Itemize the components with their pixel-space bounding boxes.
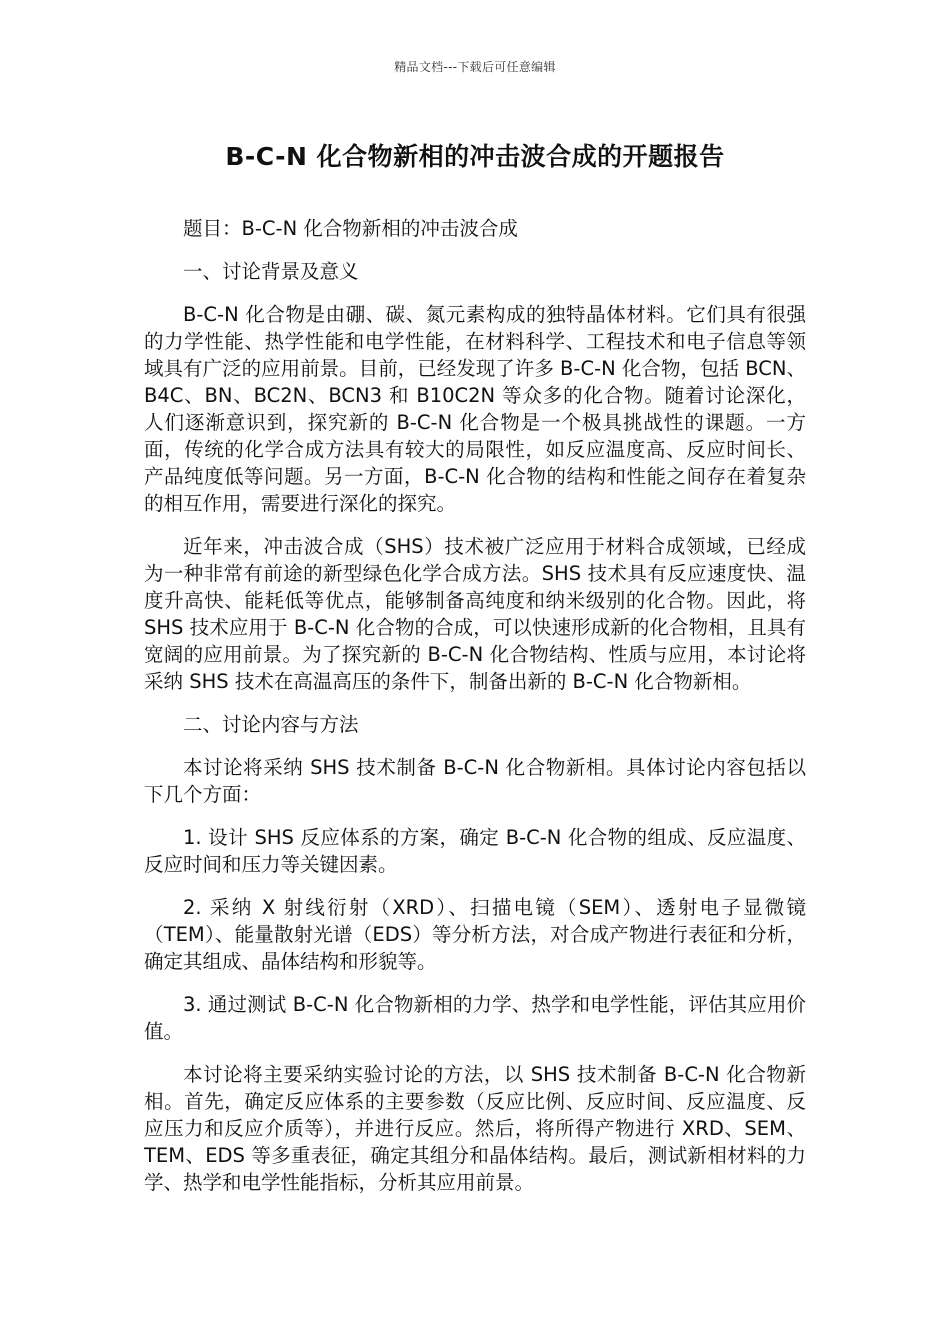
list-item: 3. 通过测试 B-C-N 化合物新相的力学、热学和电学性能，评估其应用价值。 [144, 993, 806, 1043]
paragraph: 本讨论将主要采纳实验讨论的方法，以 SHS 技术制备 B-C-N 化合物新相。首先，确定反应体系的主要参数（反应比例、反应时间、反应温度、反应压力和反应介质等），并进行反应。然后，将所得产物进行 XRD、SEM、TEM、EDS 等多重表征，确定其组分和晶体结构。最后，测试新相材料的力学、热学和电学性能指标，分析其应用前景。 [144, 1063, 806, 1194]
paragraph: B-C-N 化合物是由硼、碳、氮元素构成的独特晶体材料。它们具有很强的力学性能、热学性能和电学性能，在材料科学、工程技术和电子信息等领域具有广泛的应用前景。目前，已经发现了许多 B-C-N 化合物，包括 BCN、B4C、BN、BC2N、BCN3 和 B10C2N 等众多的化合物。随着讨论深化，人们逐渐意识到，探究新的 B-C-N 化合物是一个极具挑战性的课题。一方面，传统的化学合成方法具有较大的局限性，如反应温度高、反应时间长、产品纯度低等问题。另一方面，B-C-N 化合物的结构和性能之间存在着复杂的相互作用，需要进行深化的探究。 [144, 303, 806, 515]
section-heading-background: 一、讨论背景及意义 [183, 260, 359, 283]
section-heading-methods: 二、讨论内容与方法 [183, 713, 359, 736]
page-header-note: 精品文档---下载后可任意编辑 [394, 60, 556, 74]
topic-line: 题目：B-C-N 化合物新相的冲击波合成 [183, 217, 518, 240]
list-item: 1. 设计 SHS 反应体系的方案，确定 B-C-N 化合物的组成、反应温度、反应时间和压力等关键因素。 [144, 826, 806, 876]
document-title: B-C-N 化合物新相的冲击波合成的开题报告 [225, 142, 725, 171]
paragraph: 本讨论将采纳 SHS 技术制备 B-C-N 化合物新相。具体讨论内容包括以下几个方面： [144, 756, 806, 806]
paragraph: 近年来，冲击波合成（SHS）技术被广泛应用于材料合成领域，已经成为一种非常有前途的新型绿色化学合成方法。SHS 技术具有反应速度快、温度升高快、能耗低等优点，能够制备高纯度和纳米级别的化合物。因此，将 SHS 技术应用于 B-C-N 化合物的合成，可以快速形成新的化合物相，且具有宽阔的应用前景。为了探究新的 B-C-N 化合物结构、性质与应用，本讨论将采纳 SHS 技术在高温高压的条件下，制备出新的 B-C-N 化合物新相。 [144, 535, 806, 693]
list-item: 2. 采纳 X 射线衍射（XRD）、扫描电镜（SEM）、透射电子显微镜（TEM）、能量散射光谱（EDS）等分析方法，对合成产物进行表征和分析，确定其组成、晶体结构和形貌等。 [144, 896, 806, 973]
document-body [144, 215, 806, 1212]
